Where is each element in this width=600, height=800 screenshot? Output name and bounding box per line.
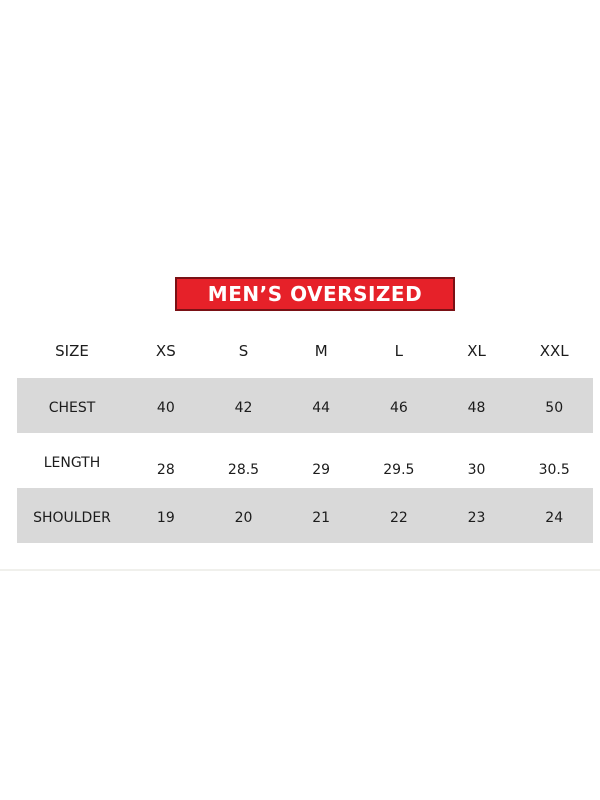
shoulder-value-l: 22: [389, 510, 408, 526]
column-header-size: SIZE: [55, 342, 89, 360]
chest-value-m: 44: [312, 400, 331, 416]
column-header-xl: XL: [467, 342, 486, 360]
table-row-chest: [17, 378, 593, 433]
column-header-xs: XS: [155, 342, 176, 360]
column-header-s: S: [238, 342, 249, 360]
chest-value-l: 46: [389, 400, 408, 416]
chest-value-xs: 40: [156, 400, 175, 416]
chest-value-xxl: 50: [545, 400, 564, 416]
shoulder-value-xxl: 24: [545, 510, 564, 526]
shoulder-value-m: 21: [312, 510, 331, 526]
page-title: MEN’S OVERSIZED: [207, 282, 423, 306]
bottom-divider-line: [0, 569, 600, 571]
shoulder-value-xl: 23: [467, 510, 486, 526]
table-row-length: [17, 433, 593, 488]
length-value-xl: 30: [467, 462, 486, 478]
row-label-chest: CHEST: [48, 400, 96, 416]
chest-value-s: 42: [234, 400, 253, 416]
length-value-m: 29: [312, 462, 331, 478]
length-value-xxl: 30.5: [538, 462, 570, 478]
shoulder-value-xs: 19: [156, 510, 175, 526]
row-label-length: LENGTH: [43, 455, 101, 471]
table-header-row: [17, 336, 593, 366]
column-header-xxl: XXL: [539, 342, 569, 360]
length-value-s: 28.5: [227, 462, 260, 478]
column-header-m: M: [314, 342, 328, 360]
table-row-shoulder: [17, 488, 593, 543]
shoulder-value-s: 20: [234, 510, 253, 526]
column-header-l: L: [394, 342, 404, 360]
length-value-l: 29.5: [383, 462, 415, 478]
row-label-shoulder: SHOULDER: [33, 510, 111, 526]
chest-value-xl: 48: [467, 400, 486, 416]
title-banner: [175, 277, 455, 311]
length-value-xs: 28: [156, 462, 175, 478]
